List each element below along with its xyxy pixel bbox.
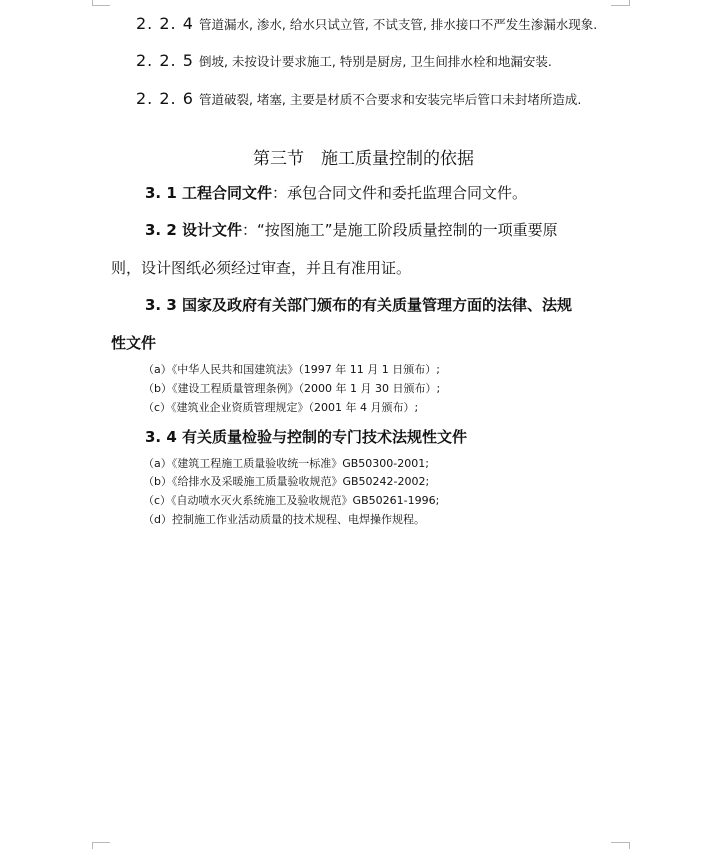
list-item: （c）《自动喷水灭火系统施工及验收规范》GB50261-1996; [143,494,440,507]
item-text: 倒坡, 未按设计要求施工, 特别是厨房, 卫生间排水栓和地漏安装. [198,54,552,69]
section-3-2-text-line1: ：“按图施工”是施工阶段质量控制的一项重要原 [242,221,558,239]
crop-mark-top-right-h [611,5,629,6]
section-3-2 [145,219,558,240]
section-3-2-text-line2: 则，设计图纸必须经过审查，并且有准用证。 [111,259,412,277]
list-item: （b）《建设工程质量管理条例》（2000 年 1 月 30 日颁布）; [143,382,441,395]
crop-mark-bottom-right [629,842,630,849]
list-item: （c）《建筑业企业资质管理规定》（2001 年 4 月颁布）; [143,401,419,414]
item-2-2-4 [136,14,597,33]
section-3-1-label: 3. 1 工程合同文件 [145,184,273,202]
item-number: 2. 2. 6 [136,89,194,108]
crop-mark-bottom-left-h [92,842,110,843]
list-item: （a）《中华人民共和国建筑法》（1997 年 11 月 1 日颁布）; [143,363,440,376]
crop-mark-bottom-left [92,842,93,849]
list-item: （d）控制施工作业活动质量的技术规程、电焊操作规程。 [143,513,425,526]
section-title: 第三节 施工质量控制的依据 [253,149,474,169]
section-3-1 [145,182,527,203]
crop-mark-bottom-right-h [611,842,629,843]
section-3-3-title-line2: 性文件 [111,334,157,352]
item-number: 2. 2. 5 [136,51,194,70]
crop-mark-top-right [629,0,630,6]
crop-mark-top-left-h [92,5,110,6]
item-2-2-6 [136,89,581,108]
item-number: 2. 2. 4 [136,14,194,33]
item-text: 管道漏水, 渗水, 给水只试立管, 不试支管, 排水接口不严发生渗漏水现象. [198,17,598,32]
list-item: （a）《建筑工程施工质量验收统一标准》GB50300-2001; [143,457,429,470]
section-3-2-label: 3. 2 设计文件 [145,221,243,239]
item-2-2-5 [136,51,552,70]
item-text: 管道破裂, 堵塞, 主要是材质不合要求和安装完毕后管口未封堵所造成. [198,92,582,107]
list-item: （b）《给排水及采暖施工质量验收规范》GB50242-2002; [143,475,430,488]
section-3-3-title-line1: 3. 3 国家及政府有关部门颁布的有关质量管理方面的法律、法规 [145,296,573,314]
section-3-4-title: 3. 4 有关质量检验与控制的专门技术法规性文件 [145,428,468,446]
section-3-1-text: ：承包合同文件和委托监理合同文件。 [272,184,528,202]
